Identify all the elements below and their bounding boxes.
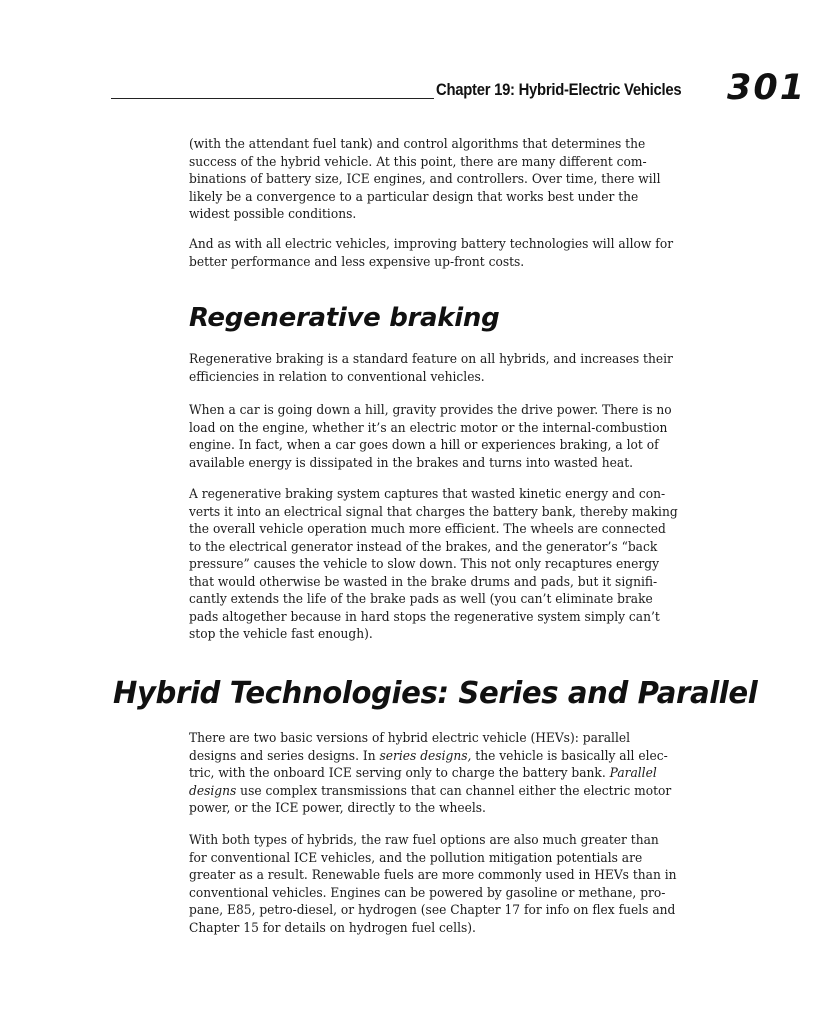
text-line: stop the vehicle fast enough). [189,627,373,642]
text-line: verts it into an electrical signal that charges the battery bank, thereby making [189,504,678,520]
text-line: Regenerative braking is a standard feature on all hybrids, and increases their [189,352,673,367]
text-line: pane, E85, petro-diesel, or hydrogen (see Chapter 17 for info on flex fuels and [189,903,676,918]
text-line: conventional vehicles. Engines can be powered by gasoline or methane, pro- [189,885,666,901]
text-line: There are two basic versions of hybrid electric vehicle (HEVs): parallel [189,731,631,746]
regen-paragraph-1 [189,351,709,386]
text-line: pads altogether because in hard stops the regenerative system simply can’t [189,609,660,625]
text-line: pressure” causes the vehicle to slow down. This not only recaptures energy [189,557,659,572]
hybrid-paragraph-1 [189,730,709,818]
emphasis-series-designs: series designs, [379,748,472,764]
intro-paragraph-1 [189,136,709,224]
text-line: A regenerative braking system captures that wasted kinetic energy and con- [189,487,666,502]
text-line: greater as a result. Renewable fuels are more commonly used in HEVs than in [189,868,677,883]
running-head: Chapter 19: Hybrid-Electric Vehicles [436,81,682,99]
section-heading-text: Hybrid Technologies: Series and Parallel [113,676,758,711]
text-line [189,783,675,801]
emphasis-designs: designs [189,783,237,799]
text-run: tric, with the onboard ICE serving only to charge the battery bank. [189,766,610,781]
page-number: 301 [727,68,807,108]
hybrid-paragraph-2 [189,832,709,937]
emphasis-parallel: Parallel [609,766,657,781]
text-line: When a car is going down a hill, gravity provides the drive power. There is no [189,403,672,418]
text-line: cantly extends the life of the brake pads as well (you can’t eliminate brake [189,592,653,607]
regen-paragraph-3 [189,486,709,644]
text-line: (with the attendant fuel tank) and control algorithms that determines the [189,137,646,152]
text-run: use complex transmissions that can channel either the electric motor [236,783,672,799]
text-line: that would otherwise be wasted in the brake drums and pads, but it signifi- [189,574,658,590]
section-heading-regenerative-braking: Regenerative braking [189,303,500,333]
text-run: the vehicle is basically all elec- [471,748,668,764]
text-line: efficiencies in relation to conventional vehicles. [189,369,485,385]
text-line: better performance and less expensive up-front costs. [189,254,525,270]
text-line: the overall vehicle operation much more efficient. The wheels are connected [189,522,666,537]
text-line: binations of battery size, ICE engines, and controllers. Over time, there will [189,172,661,187]
text-line: Chapter 15 for details on hydrogen fuel cells). [189,920,476,936]
text-line [189,748,675,766]
text-line [189,765,675,783]
text-line: engine. In fact, when a car goes down a hill or experiences braking, a lot of [189,438,659,453]
text-line: With both types of hybrids, the raw fuel options are also much greater than [189,833,659,848]
text-line: power, or the ICE power, directly to the wheels. [189,801,486,816]
text-line: likely be a convergence to a particular design that works best under the [189,189,639,205]
text-line: to the electrical generator instead of the brakes, and the generator’s “back [189,539,658,555]
text-line: And as with all electric vehicles, improving battery technologies will allow for [189,237,674,252]
text-line: widest possible conditions. [189,207,357,222]
text-line: load on the engine, whether it’s an electric motor or the internal-combustion [189,420,668,436]
regen-paragraph-2 [189,402,709,472]
text-run: designs and series designs. In [189,748,380,764]
section-heading-hybrid-technologies [113,676,777,711]
intro-paragraph-2 [189,236,709,271]
text-line: success of the hybrid vehicle. At this point, there are many different com- [189,154,647,170]
text-line: for conventional ICE vehicles, and the pollution mitigation potentials are [189,850,643,866]
text-line: available energy is dissipated in the brakes and turns into wasted heat. [189,455,634,471]
header-rule [111,98,434,99]
